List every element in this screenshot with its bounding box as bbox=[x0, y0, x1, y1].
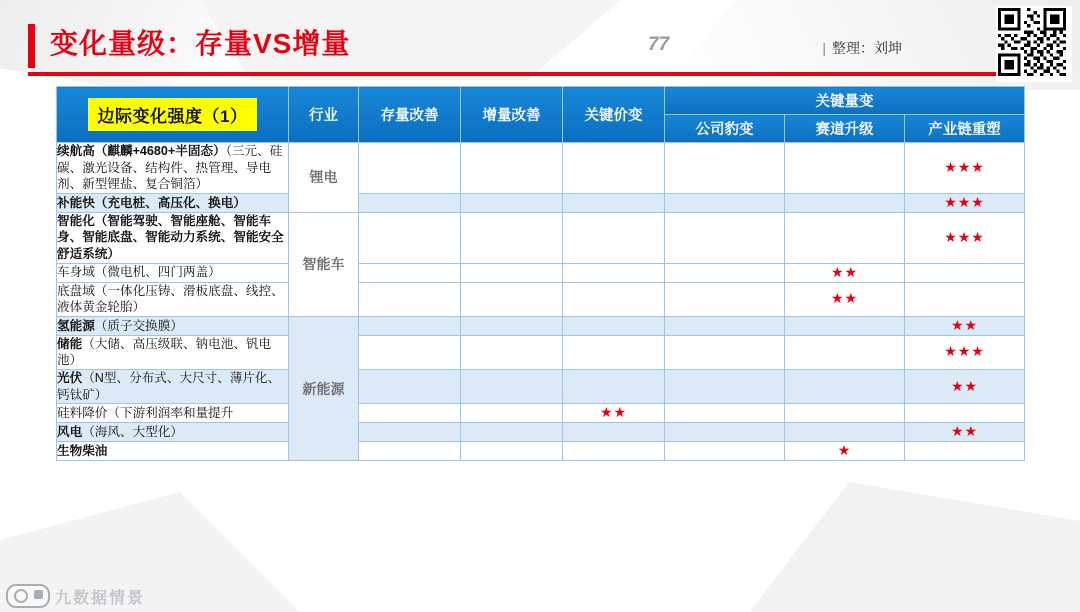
rating-stars: ★★ bbox=[599, 404, 628, 421]
cell-track-upgrade bbox=[785, 423, 905, 442]
cell-key-price-change bbox=[563, 442, 665, 461]
cell-stock-improve bbox=[359, 442, 461, 461]
header-divider bbox=[28, 72, 1052, 76]
row-label-rest: （三元、硅碳、激光设备、结构件、热管理、导电剂、新型锂盐、复合铜箔） bbox=[57, 144, 283, 192]
cell-stock-improve bbox=[359, 212, 461, 263]
row-label-bold: 智能化（智能驾驶、智能座舱、智能车身、智能底盘、智能动力系统、智能安全舒适系统） bbox=[57, 213, 284, 262]
cell-chain-reshape bbox=[905, 316, 1025, 335]
matrix-table bbox=[56, 86, 1025, 461]
table-row[interactable] bbox=[57, 263, 1025, 282]
qr-code[interactable] bbox=[996, 6, 1072, 82]
col-company-leopard: 公司豹变 bbox=[665, 115, 785, 143]
cell-company-leopard bbox=[665, 212, 785, 263]
col-stock-improve: 存量改善 bbox=[359, 87, 461, 143]
row-label-bold: 光伏 bbox=[57, 371, 83, 386]
cell-chain-reshape bbox=[905, 193, 1025, 212]
table-row[interactable] bbox=[57, 316, 1025, 335]
cell-company-leopard bbox=[665, 370, 785, 404]
cell-increment-improve bbox=[461, 193, 563, 212]
cell-company-leopard bbox=[665, 282, 785, 316]
row-label bbox=[57, 335, 289, 369]
row-label-rest: （质子交换膜） bbox=[94, 318, 183, 333]
col-increment-improve: 增量改善 bbox=[461, 87, 563, 143]
cell-track-upgrade bbox=[785, 316, 905, 335]
cell-chain-reshape bbox=[905, 143, 1025, 194]
col-track-upgrade: 赛道升级 bbox=[785, 115, 905, 143]
table-title-badge: 边际变化强度（1） bbox=[88, 98, 258, 131]
cell-track-upgrade bbox=[785, 212, 905, 263]
header-accent-bar bbox=[28, 24, 35, 68]
cell-chain-reshape bbox=[905, 442, 1025, 461]
cell-company-leopard bbox=[665, 193, 785, 212]
row-label bbox=[57, 316, 289, 335]
cell-stock-improve bbox=[359, 423, 461, 442]
rating-stars: ★★ bbox=[950, 423, 979, 440]
rating-stars: ★★ bbox=[950, 316, 979, 333]
cell-company-leopard bbox=[665, 442, 785, 461]
table-row[interactable] bbox=[57, 404, 1025, 423]
cell-chain-reshape bbox=[905, 212, 1025, 263]
row-label-rest: （海风、大型化） bbox=[82, 425, 183, 439]
cell-key-price-change bbox=[563, 212, 665, 263]
cell-chain-reshape bbox=[905, 282, 1025, 316]
cell-track-upgrade bbox=[785, 335, 905, 369]
row-label bbox=[57, 263, 289, 282]
watermark-logo-icon bbox=[6, 584, 50, 608]
cell-stock-improve bbox=[359, 143, 461, 194]
row-label-rest: 车身域（微电机、四门两盖） bbox=[57, 265, 221, 280]
sector-cell-new-energy: 新能源 bbox=[289, 316, 359, 460]
cell-key-price-change bbox=[563, 282, 665, 316]
cell-key-price-change bbox=[563, 335, 665, 369]
cell-company-leopard bbox=[665, 263, 785, 282]
row-label-bold: 续航高（麒麟+4680+半固态） bbox=[57, 144, 226, 158]
table-row[interactable] bbox=[57, 143, 1025, 194]
slide-header bbox=[28, 22, 1052, 80]
sector-cell-lithium: 锂电 bbox=[289, 143, 359, 213]
page-title: 变化量级：存量VS增量 bbox=[50, 28, 351, 59]
cell-company-leopard bbox=[665, 143, 785, 194]
cell-track-upgrade bbox=[785, 143, 905, 194]
cell-increment-improve bbox=[461, 316, 563, 335]
credit-text: 整理：刘坤 bbox=[832, 40, 902, 56]
cell-key-price-change bbox=[563, 370, 665, 404]
rating-stars: ★★ bbox=[830, 290, 859, 307]
sector-cell-smart-car: 智能车 bbox=[289, 212, 359, 316]
cell-increment-improve bbox=[461, 335, 563, 369]
watermark-text: 九数据情景 bbox=[55, 589, 146, 607]
row-label-bold: 生物柴油 bbox=[57, 444, 108, 458]
cell-chain-reshape bbox=[905, 423, 1025, 442]
cell-track-upgrade bbox=[785, 404, 905, 423]
cell-company-leopard bbox=[665, 423, 785, 442]
cell-increment-improve bbox=[461, 404, 563, 423]
table-row[interactable] bbox=[57, 370, 1025, 404]
cell-key-price-change bbox=[563, 143, 665, 194]
cell-stock-improve bbox=[359, 193, 461, 212]
row-label-rest: 底盘域（一体化压铸、滑板底盘、线控、液体黄金轮胎） bbox=[57, 283, 284, 315]
cell-key-price-change bbox=[563, 423, 665, 442]
cell-track-upgrade bbox=[785, 193, 905, 212]
cell-stock-improve bbox=[359, 335, 461, 369]
cell-chain-reshape bbox=[905, 404, 1025, 423]
cell-track-upgrade bbox=[785, 282, 905, 316]
cell-track-upgrade bbox=[785, 263, 905, 282]
cell-company-leopard bbox=[665, 404, 785, 423]
rating-stars: ★★★ bbox=[944, 228, 985, 245]
credit-separator: | bbox=[822, 40, 826, 56]
credit-line bbox=[822, 38, 902, 58]
row-label bbox=[57, 282, 289, 316]
cell-increment-improve bbox=[461, 282, 563, 316]
rating-stars: ★★ bbox=[830, 263, 859, 280]
cell-stock-improve bbox=[359, 370, 461, 404]
row-label bbox=[57, 423, 289, 442]
watermark bbox=[6, 584, 145, 608]
cell-chain-reshape bbox=[905, 263, 1025, 282]
col-chain-reshape: 产业链重塑 bbox=[905, 115, 1025, 143]
table-title-cell bbox=[57, 87, 289, 143]
table-row[interactable] bbox=[57, 193, 1025, 212]
table-row[interactable] bbox=[57, 212, 1025, 263]
cell-company-leopard bbox=[665, 335, 785, 369]
rating-stars: ★★★ bbox=[944, 193, 985, 210]
background-shape-bottom-right bbox=[750, 482, 1080, 612]
rating-stars: ★★ bbox=[950, 377, 979, 394]
cell-increment-improve bbox=[461, 143, 563, 194]
cell-stock-improve bbox=[359, 282, 461, 316]
page-number: 77 bbox=[648, 34, 670, 55]
cell-increment-improve bbox=[461, 442, 563, 461]
row-label-rest: （大储、高压级联、钠电池、钒电池） bbox=[57, 336, 272, 368]
row-label bbox=[57, 404, 289, 423]
cell-stock-improve bbox=[359, 263, 461, 282]
cell-stock-improve bbox=[359, 316, 461, 335]
table-header-row-1 bbox=[57, 87, 1025, 115]
cell-track-upgrade bbox=[785, 370, 905, 404]
cell-chain-reshape bbox=[905, 335, 1025, 369]
cell-key-price-change bbox=[563, 316, 665, 335]
col-key-volume-change: 关键量变 bbox=[665, 87, 1025, 115]
row-label-bold: 氢能源 bbox=[57, 318, 95, 333]
cell-increment-improve bbox=[461, 212, 563, 263]
cell-increment-improve bbox=[461, 370, 563, 404]
row-label-bold: 补能快（充电桩、高压化、换电） bbox=[57, 195, 246, 210]
cell-key-price-change bbox=[563, 263, 665, 282]
rating-stars: ★ bbox=[837, 442, 852, 459]
cell-increment-improve bbox=[461, 423, 563, 442]
table-row[interactable] bbox=[57, 423, 1025, 442]
row-label bbox=[57, 143, 289, 194]
cell-track-upgrade bbox=[785, 442, 905, 461]
qr-code-icon bbox=[998, 8, 1066, 76]
table-row[interactable] bbox=[57, 282, 1025, 316]
cell-increment-improve bbox=[461, 263, 563, 282]
marginal-change-table bbox=[56, 86, 1024, 461]
cell-key-price-change bbox=[563, 193, 665, 212]
cell-stock-improve bbox=[359, 404, 461, 423]
col-key-price-change: 关键价变 bbox=[563, 87, 665, 143]
rating-stars: ★★★ bbox=[944, 343, 985, 360]
cell-key-price-change bbox=[563, 404, 665, 423]
row-label-rest: 硅料降价（下游利润率和量提升 bbox=[57, 406, 234, 420]
row-label bbox=[57, 193, 289, 212]
row-label-bold: 储能 bbox=[57, 336, 83, 351]
row-label bbox=[57, 442, 289, 461]
row-label bbox=[57, 212, 289, 263]
row-label-bold: 风电 bbox=[57, 425, 83, 439]
rating-stars: ★★★ bbox=[944, 158, 985, 175]
cell-chain-reshape bbox=[905, 370, 1025, 404]
col-industry: 行业 bbox=[289, 87, 359, 143]
row-label-rest: （N型、分布式、大尺寸、薄片化、钙钛矿） bbox=[57, 371, 281, 402]
cell-company-leopard bbox=[665, 316, 785, 335]
table-row[interactable] bbox=[57, 442, 1025, 461]
row-label bbox=[57, 370, 289, 404]
table-row[interactable] bbox=[57, 335, 1025, 369]
